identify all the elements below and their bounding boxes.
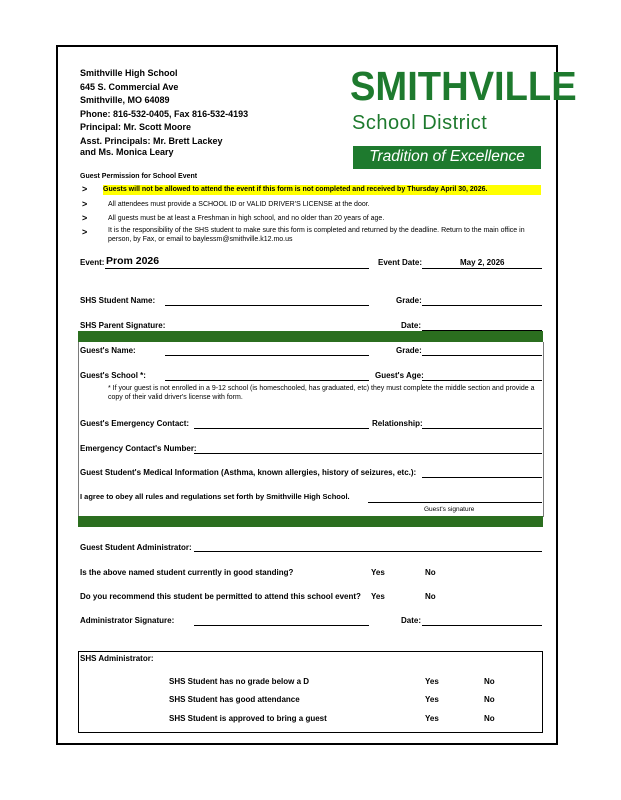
- check-grades-no[interactable]: No: [484, 677, 495, 686]
- check-grades-yes[interactable]: Yes: [425, 677, 439, 686]
- check-approved-yes[interactable]: Yes: [425, 714, 439, 723]
- guest-grade-label: Grade:: [396, 346, 422, 355]
- parent-date-label: Date:: [401, 321, 422, 330]
- guest-grade-field[interactable]: [422, 355, 542, 356]
- guest-school-field[interactable]: [165, 380, 369, 381]
- guest-admin-field[interactable]: [194, 551, 542, 552]
- student-grade-field[interactable]: [422, 305, 542, 306]
- rules-title: Guest Permission for School Event: [80, 173, 198, 180]
- student-name-label: SHS Student Name:: [80, 296, 156, 305]
- school-city: Smithville, MO 64089: [80, 95, 170, 105]
- school-phone: Phone: 816-532-0405, Fax 816-532-4193: [80, 108, 249, 119]
- event-date-line: [422, 268, 542, 269]
- guest-section: [78, 342, 544, 517]
- logo-district: School District: [352, 112, 488, 134]
- event-value[interactable]: Prom 2026: [106, 255, 160, 267]
- good-standing-yes[interactable]: Yes: [371, 568, 385, 577]
- school-asst-principals-2: and Ms. Monica Leary: [80, 147, 174, 157]
- event-date-label: Event Date:: [378, 258, 423, 267]
- guest-signature-field[interactable]: [368, 502, 542, 503]
- guest-school-note: * If your guest is not enrolled in a 9-12 school (is homeschooled, has graduated, etc) they must complete the middle section and provide a copy of their valid driver's license with form.: [108, 385, 535, 401]
- event-line: [105, 268, 369, 269]
- school-name: Smithville High School: [80, 68, 178, 78]
- rule-responsibility: It is the responsibility of the SHS student to make sure this form is completed and returned by the deadline. Return to the main office in person, by Fax, or email to baylessm@smithville.k12.mo.us: [108, 227, 525, 243]
- rule-deadline: Guests will not be allowed to attend the event if this form is not completed and received by Thursday April 30, 2026.: [103, 185, 541, 195]
- rule-age: All guests must be at least a Freshman in high school, and no older than 20 years of age.: [108, 215, 385, 222]
- guest-name-field[interactable]: [165, 355, 369, 356]
- school-asst-principals: Asst. Principals: Mr. Brett Lackey: [80, 135, 223, 146]
- recommend-no[interactable]: No: [425, 592, 436, 601]
- admin-date-field[interactable]: [422, 625, 542, 626]
- check-attendance-no[interactable]: No: [484, 695, 495, 704]
- guest-age-label: Guest's Age:: [375, 371, 424, 380]
- school-address: 645 S. Commercial Ave: [80, 81, 179, 92]
- bullet-4: >: [82, 227, 88, 237]
- medical-info-label: Guest Student's Medical Information (Asthma, known allergies, history of seizures, etc.):: [80, 468, 417, 477]
- check-attendance-label: SHS Student has good attendance: [169, 695, 300, 704]
- event-date-value[interactable]: May 2, 2026: [460, 258, 505, 267]
- logo-tagline: Tradition of Excellence: [353, 146, 541, 169]
- admin-signature-field[interactable]: [194, 625, 369, 626]
- bullet-3: >: [82, 213, 88, 223]
- emergency-number-label: Emergency Contact's Number:: [80, 444, 197, 453]
- guest-age-field[interactable]: [422, 380, 542, 381]
- section-divider-top: [78, 331, 543, 342]
- parent-signature-label: SHS Parent Signature:: [80, 321, 166, 330]
- logo-smithville: SMITHVILLE: [350, 63, 577, 109]
- relationship-label: Relationship:: [372, 419, 423, 428]
- good-standing-question: Is the above named student currently in good standing?: [80, 568, 294, 577]
- agreement-label: I agree to obey all rules and regulations set forth by Smithville High School.: [80, 492, 350, 501]
- medical-info-field[interactable]: [422, 477, 542, 478]
- emergency-number-field[interactable]: [194, 453, 542, 454]
- admin-signature-label: Administrator Signature:: [80, 616, 175, 625]
- check-approved-no[interactable]: No: [484, 714, 495, 723]
- recommend-question: Do you recommend this student be permitted to attend this school event?: [80, 592, 361, 601]
- relationship-field[interactable]: [422, 428, 542, 429]
- school-principal: Principal: Mr. Scott Moore: [80, 122, 192, 132]
- student-name-field[interactable]: [165, 305, 369, 306]
- check-grades-label: SHS Student has no grade below a D: [169, 677, 310, 686]
- emergency-contact-label: Guest's Emergency Contact:: [80, 419, 190, 428]
- recommend-yes[interactable]: Yes: [371, 592, 385, 601]
- guest-name-label: Guest's Name:: [80, 346, 136, 355]
- emergency-contact-field[interactable]: [194, 428, 369, 429]
- school-info: [80, 67, 248, 160]
- rule-id: All attendees must provide a SCHOOL ID or VALID DRIVER'S LICENSE at the door.: [108, 201, 370, 208]
- admin-date-label: Date:: [401, 616, 422, 625]
- student-grade-label: Grade:: [396, 296, 422, 305]
- bullet-2: >: [82, 199, 88, 209]
- shs-admin-title: SHS Administrator:: [80, 654, 154, 663]
- check-attendance-yes[interactable]: Yes: [425, 695, 439, 704]
- guest-school-label: Guest's School *:: [80, 371, 146, 380]
- event-label: Event:: [80, 258, 105, 267]
- bullet-1: >: [82, 184, 88, 194]
- guest-signature-caption: Guest's signature: [424, 506, 475, 513]
- good-standing-no[interactable]: No: [425, 568, 436, 577]
- guest-admin-label: Guest Student Administrator:: [80, 543, 192, 552]
- check-approved-label: SHS Student is approved to bring a guest: [169, 714, 327, 723]
- section-divider-bottom: [78, 516, 543, 527]
